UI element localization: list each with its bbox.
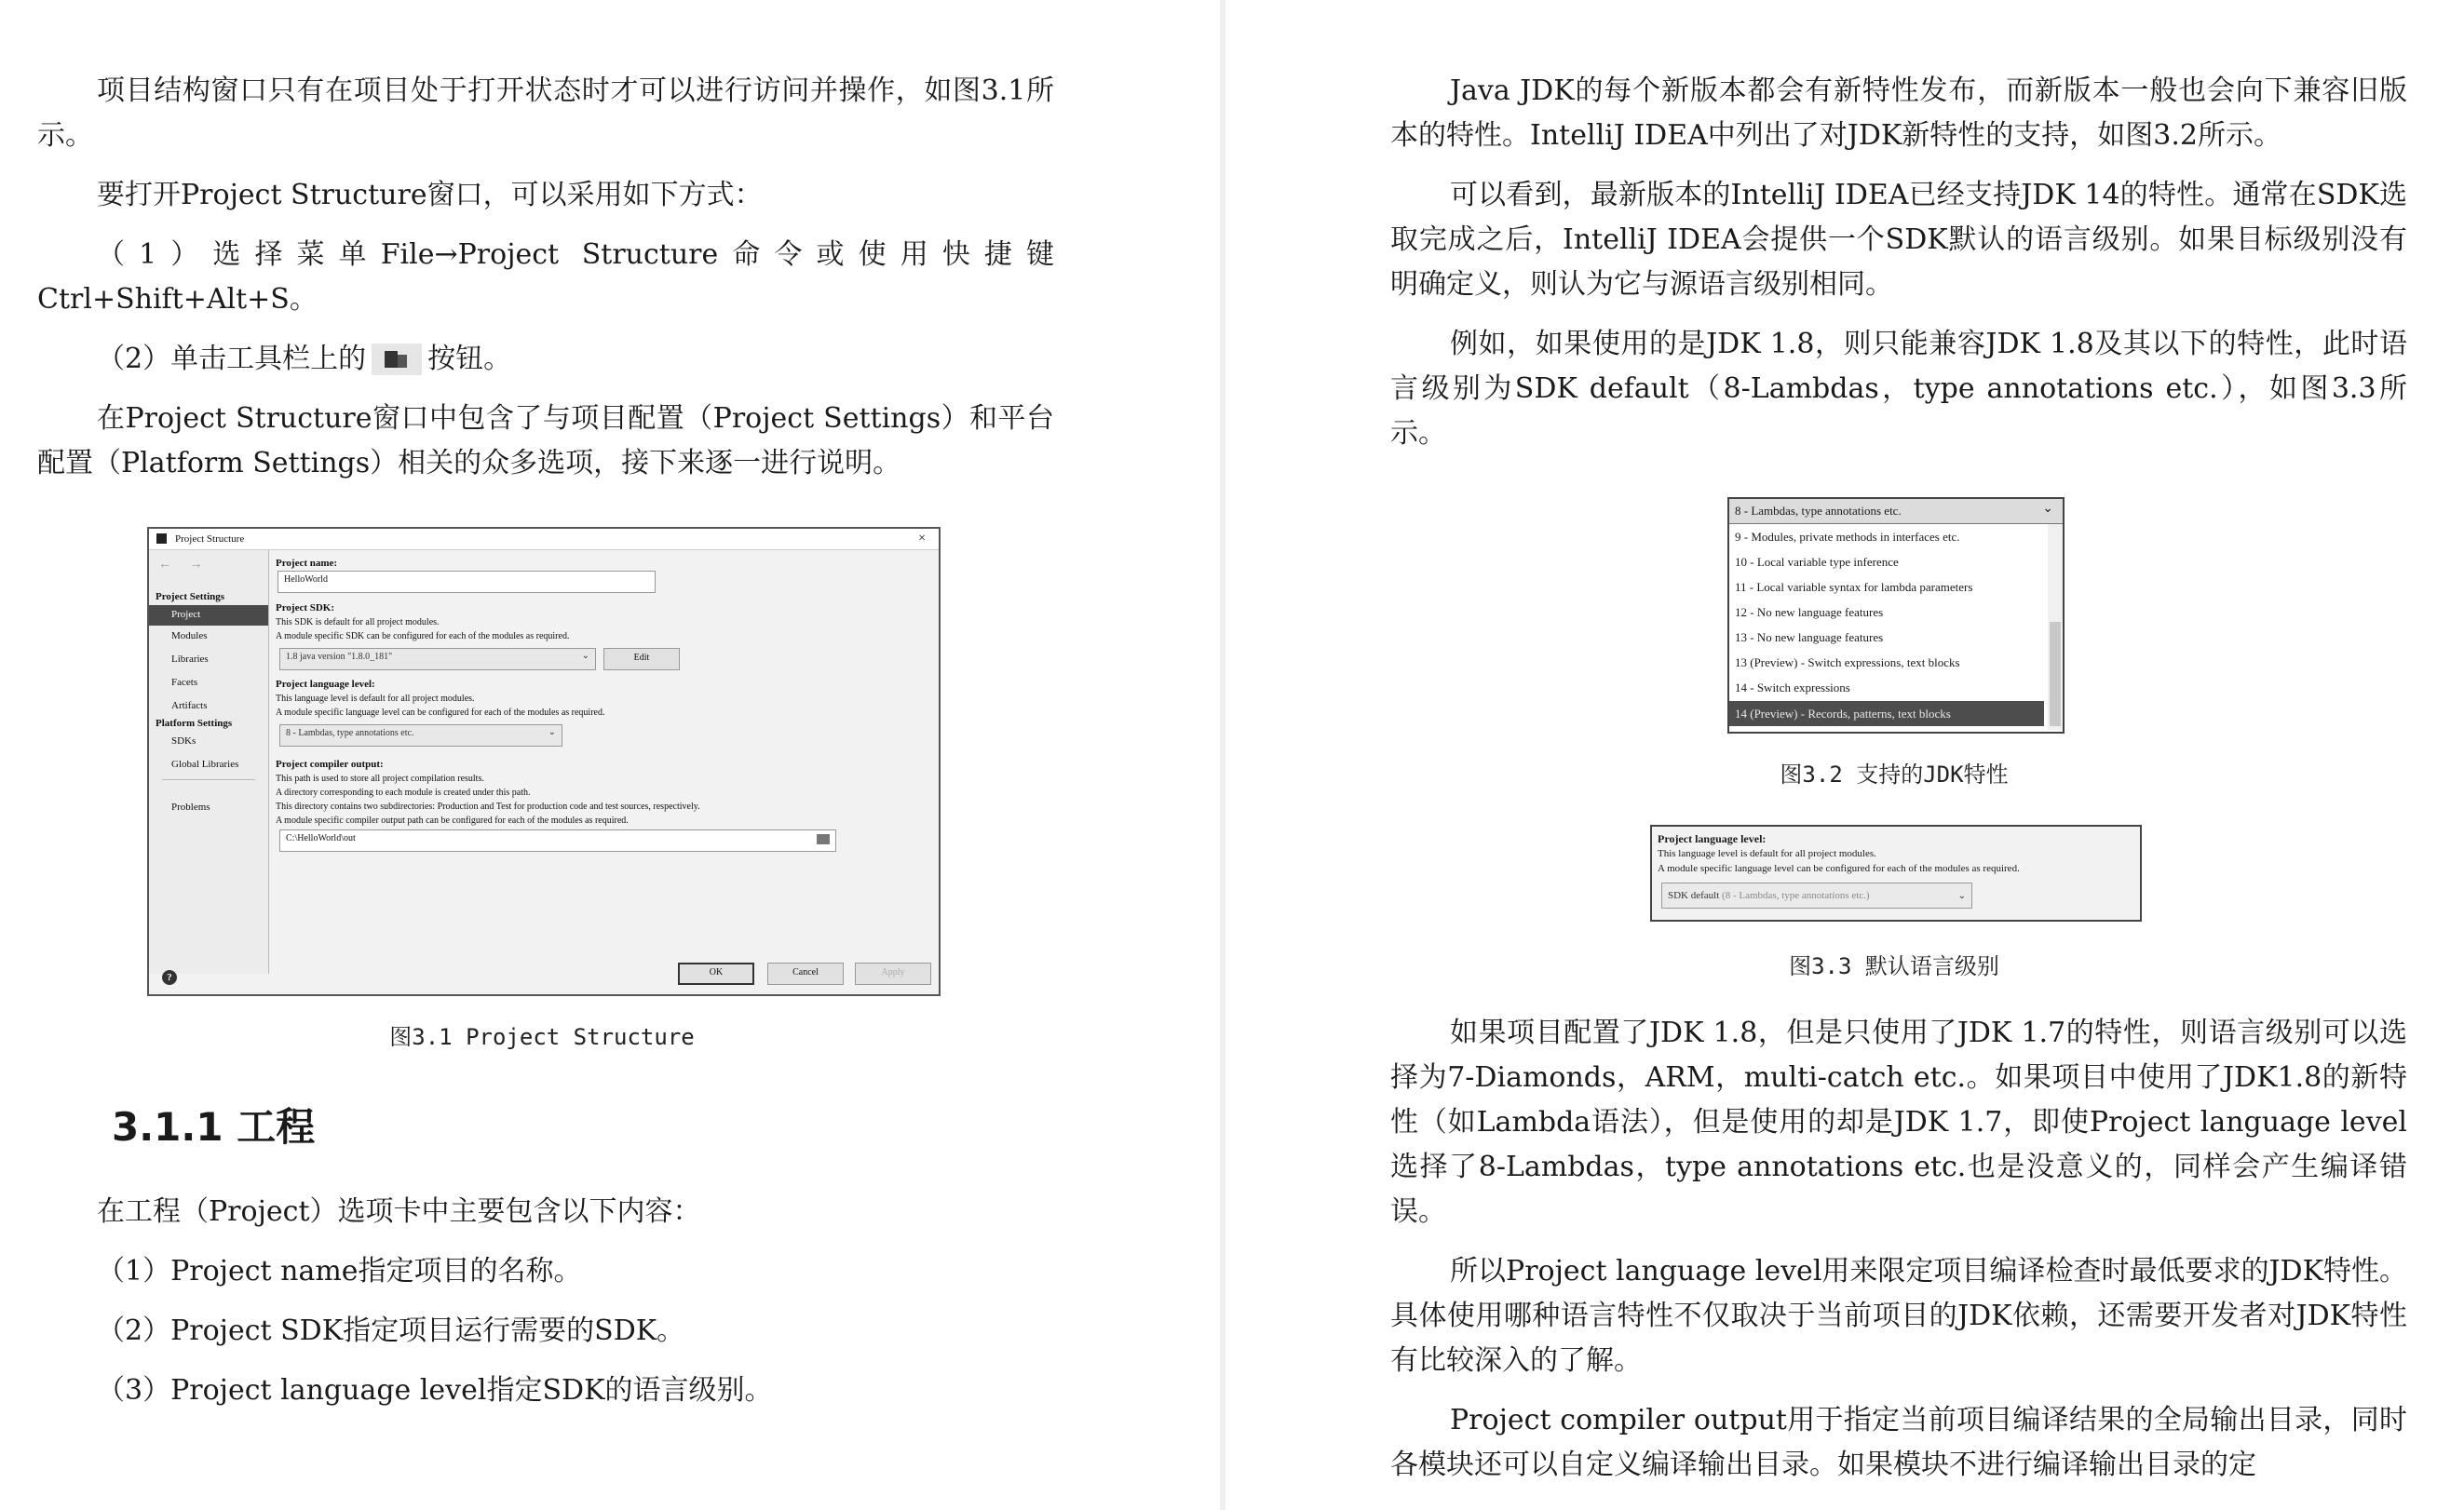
select-value: SDK default — [1668, 890, 1720, 901]
list-item: （3）Project language level指定SDK的语言级别。 — [97, 1374, 773, 1407]
dropdown-option[interactable]: 9 - Modules, private methods in interfaces etc. — [1735, 530, 1960, 544]
dialog-sidebar — [149, 550, 269, 974]
project-name-input[interactable]: HelloWorld — [278, 571, 656, 593]
list-item: （2）Project SDK指定项目运行需要的SDK。 — [97, 1315, 685, 1347]
dropdown-header[interactable] — [1729, 499, 2063, 524]
paragraph: 项目结构窗口只有在项目处于打开状态时才可以进行访问并操作，如图3.1所示。 — [37, 74, 1054, 152]
dropdown-selected-value: 8 - Lambdas, type annotations etc. — [1735, 504, 1902, 518]
language-level-description: This language level is default for all project modules. — [276, 694, 475, 704]
chevron-down-icon: ⌄ — [581, 651, 589, 661]
list-item-text: （2）单击工具栏上的 — [97, 343, 367, 375]
sdk-description: This SDK is default for all project modules. — [276, 617, 440, 627]
compiler-output-description: A directory corresponding to each module is created under this path. — [276, 788, 531, 798]
project-name-label: Project name: — [276, 558, 338, 569]
sidebar-header-project-settings: Project Settings — [156, 591, 225, 602]
select-value-hint: (8 - Lambdas, type annotations etc.) — [1722, 890, 1870, 901]
sidebar-item-sdks[interactable]: SDKs — [171, 735, 196, 747]
sidebar-divider — [162, 779, 255, 780]
edit-sdk-button[interactable]: Edit — [603, 648, 680, 670]
dropdown-scrollbar[interactable] — [2048, 524, 2063, 730]
language-level-select[interactable] — [1661, 883, 1972, 909]
right-text-column — [1390, 69, 2407, 471]
sdk-description: A module specific SDK can be configured for each of the modules as required. — [276, 631, 570, 641]
dropdown-option[interactable]: 13 (Preview) - Switch expressions, text blocks — [1735, 655, 1960, 669]
back-forward-icon[interactable]: ← → — [158, 558, 210, 572]
chevron-down-icon: ⌄ — [2042, 502, 2053, 516]
figure-caption: 图3.3 默认语言级别 — [1789, 953, 1999, 979]
sdk-select-value: 1.8 java version "1.8.0_181" — [286, 652, 393, 662]
help-icon[interactable]: ? — [162, 970, 177, 985]
project-sdk-select[interactable] — [279, 648, 596, 670]
dropdown-option[interactable]: 12 - No new language features — [1735, 605, 1884, 619]
sidebar-item-modules[interactable]: Modules — [171, 630, 208, 641]
cancel-button[interactable]: Cancel — [767, 963, 844, 985]
language-level-value: 8 - Lambdas, type annotations etc. — [286, 728, 414, 738]
chevron-down-icon: ⌄ — [548, 727, 556, 737]
paragraph: 如果项目配置了JDK 1.8，但是只使用了JDK 1.7的特性，则语言级别可以选择为7-Diamonds，ARM，multi-catch etc.。如果项目中使用了JDK1.8的新特性（如Lambda语法），但是使用的却是JDK 1.7，即使Project language level选择了8-Lambdas，type annotations etc.也是没意义的，同样会产生编译错误。 — [1390, 1017, 2407, 1228]
chevron-down-icon: ⌄ — [1957, 891, 1966, 901]
sidebar-item-libraries[interactable]: Libraries — [171, 654, 209, 665]
paragraph: 可以看到，最新版本的IntelliJ IDEA已经支持JDK 14的特性。通常在SDK选取完成之后，IntelliJ IDEA会提供一个SDK默认的语言级别。如果目标级别没有明确定义，则认为它与源语言级别相同。 — [1390, 179, 2407, 301]
paragraph: 例如，如果使用的是JDK 1.8，则只能兼容JDK 1.8及其以下的特性，此时语言级别为SDK default（8-Lambdas，type annotations etc.），如图3.3所示。 — [1390, 328, 2407, 450]
dialog-titlebar — [149, 529, 939, 550]
list-item: （1）选择菜单File→Project Structure命令或使用快捷键Ctrl+Shift+Alt+S。 — [37, 238, 1054, 316]
dropdown-option[interactable]: 13 - No new language features — [1735, 630, 1884, 644]
close-icon[interactable]: × — [918, 532, 926, 546]
language-level-description: This language level is default for all project modules. — [1658, 848, 1876, 859]
language-level-description: A module specific language level can be configured for each of the modules as required. — [276, 708, 605, 718]
app-icon — [156, 533, 167, 544]
paragraph: 所以Project language level用来限定项目编译检查时最低要求的JDK特性。具体使用哪种语言特性不仅取决于当前项目的JDK依赖，还需要开发者对JDK特性有比较深入的了解。 — [1390, 1255, 2407, 1377]
language-level-panel — [1650, 825, 2142, 922]
language-level-dropdown — [1727, 497, 2065, 734]
sidebar-header-platform-settings: Platform Settings — [156, 718, 233, 729]
sidebar-item-facets[interactable]: Facets — [171, 677, 198, 688]
language-level-label: Project language level: — [1658, 832, 1767, 845]
compiler-output-description: This path is used to store all project compilation results. — [276, 774, 484, 784]
project-sdk-label: Project SDK: — [276, 602, 335, 613]
figure-caption: 图3.2 支持的JDK特性 — [1780, 762, 2009, 788]
sidebar-item-project[interactable]: Project — [149, 605, 268, 626]
dropdown-option[interactable]: 14 - Switch expressions — [1735, 681, 1850, 694]
list-item — [37, 337, 1054, 382]
sidebar-item-artifacts[interactable]: Artifacts — [171, 700, 208, 711]
apply-button[interactable]: Apply — [855, 963, 931, 985]
figure-caption: 图3.1 Project Structure — [389, 1024, 695, 1050]
list-item-text: 按钮。 — [427, 343, 512, 375]
language-level-select[interactable] — [279, 724, 562, 747]
compiler-output-value: C:\HelloWorld\out — [286, 833, 356, 843]
paragraph: 要打开Project Structure窗口，可以采用如下方式： — [97, 179, 763, 211]
left-text-column — [37, 69, 1054, 501]
scrollbar-thumb[interactable] — [2050, 622, 2061, 726]
compiler-output-description: A module specific compiler output path can be configured for each of the modules as required. — [276, 816, 629, 826]
list-item: （1）Project name指定项目的名称。 — [97, 1255, 582, 1288]
dropdown-option-selected[interactable]: 14 (Preview) - Records, patterns, text blocks — [1729, 701, 2044, 726]
ok-button[interactable]: OK — [678, 963, 754, 985]
language-level-label: Project language level: — [276, 679, 375, 690]
compiler-output-label: Project compiler output: — [276, 759, 384, 770]
compiler-output-description: This directory contains two subdirectories: Production and Test for production code and test sources, respectively. — [276, 802, 700, 812]
paragraph: Project compiler output用于指定当前项目编译结果的全局输出目录，同时各模块还可以自定义编译输出目录。如果模块不进行编译输出目录的定 — [1390, 1404, 2407, 1481]
sidebar-item-problems[interactable]: Problems — [171, 802, 210, 813]
language-level-description: A module specific language level can be configured for each of the modules as required. — [1658, 863, 2020, 874]
sidebar-item-global-libraries[interactable]: Global Libraries — [171, 759, 239, 770]
project-structure-dialog — [147, 527, 941, 996]
compiler-output-input[interactable] — [279, 829, 836, 852]
paragraph: 在Project Structure窗口中包含了与项目配置（Project Settings）和平台配置（Platform Settings）相关的众多选项，接下来逐一进行说明。 — [37, 402, 1054, 479]
dropdown-option[interactable]: 11 - Local variable syntax for lambda parameters — [1735, 580, 1973, 594]
dropdown-option[interactable]: 10 - Local variable type inference — [1735, 555, 1899, 569]
project-structure-icon — [372, 344, 422, 375]
right-lower-column — [1390, 1011, 2407, 1503]
paragraph: 在工程（Project）选项卡中主要包含以下内容： — [97, 1195, 701, 1228]
section-heading: 3.1.1 工程 — [112, 1104, 316, 1150]
dialog-title: Project Structure — [175, 533, 245, 545]
paragraph: Java JDK的每个新版本都会有新特性发布，而新版本一般也会向下兼容旧版本的特性。IntelliJ IDEA中列出了对JDK新特性的支持，如图3.2所示。 — [1390, 74, 2407, 152]
folder-icon[interactable] — [817, 834, 830, 844]
left-lower-column — [37, 1190, 1054, 1428]
